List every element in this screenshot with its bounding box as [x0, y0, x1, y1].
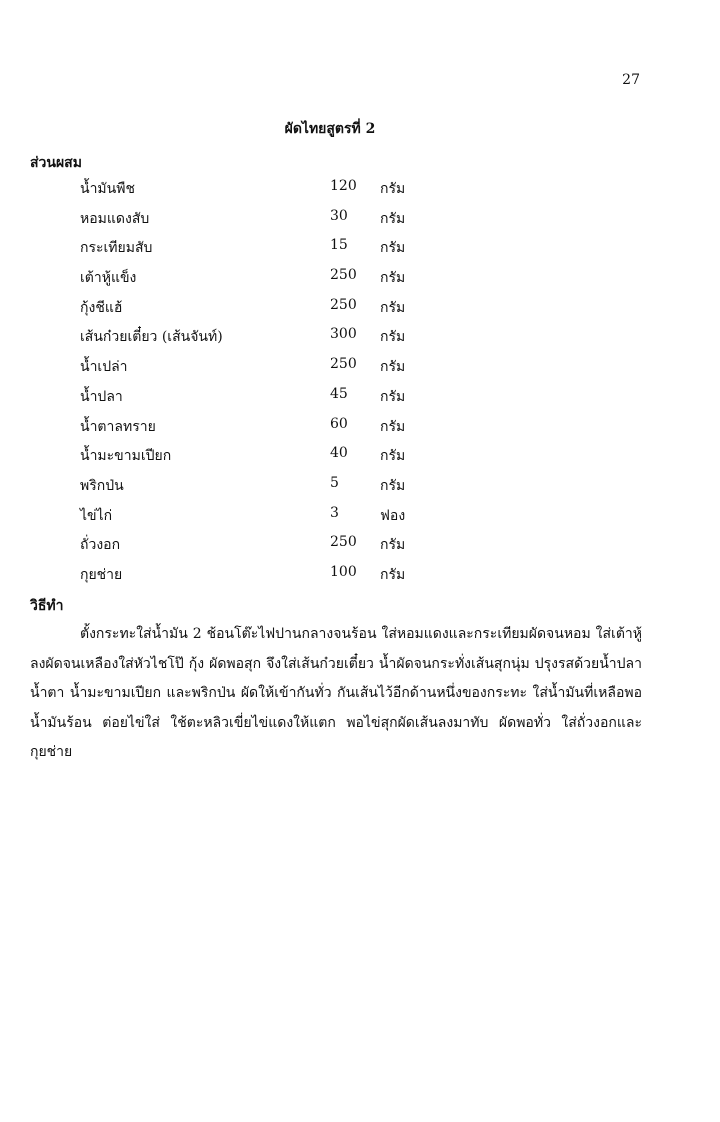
method-text: ตั้งกระทะใส่น้ำมัน 2 ช้อนโต๊ะไฟปานกลางจนร้อน ใส่หอมแดงและกระเทียมผัดจนหอม ใส่เต้าหู้ลงผัดจนเหลืองใส่หัวไชโป๊ กุ้ง ผัดพอสุก จึงใส่เส้นก๋วยเตี๋ยว น้ำผัดจนกระทั่งเส้นสุกนุ่ม ปรุงรสด้วยน้ำปลา น้ำตา น้ำมะขามเปียก และพริกป่น ผัดให้เข้ากันทั่ว กันเส้นไว้อีกด้านหนึ่งของกระทะ ใส่น้ำมันที่เหลือพอน้ำมันร้อน ต่อยไข่ใส่ ใช้ตะหลิวเขี่ยไข่แดงให้แตก พอไข่สุกผัดเส้นลงมาทับ ผัดพอทั่ว ใส่ถั่วงอกและกุยช่าย — [30, 626, 642, 760]
ingredient-unit: กรัม — [380, 537, 406, 554]
method-heading: วิธีทำ — [30, 598, 64, 614]
ingredient-quantity: 40 — [330, 445, 348, 462]
ingredient-row — [0, 208, 720, 238]
ingredient-row — [0, 267, 720, 297]
ingredient-quantity: 100 — [330, 563, 357, 580]
ingredient-row — [0, 297, 720, 327]
ingredient-quantity: 3 — [330, 504, 339, 521]
ingredient-unit: กรัม — [380, 181, 406, 197]
ingredient-unit: กรัม — [380, 359, 406, 376]
ingredient-row — [0, 178, 720, 208]
ingredient-unit: กรัม — [380, 240, 406, 257]
ingredient-name: ถั่วงอก — [80, 537, 121, 554]
ingredient-quantity: 300 — [330, 326, 357, 343]
ingredient-quantity: 45 — [330, 385, 348, 402]
ingredient-quantity: 250 — [330, 356, 357, 373]
ingredient-row — [0, 416, 720, 446]
ingredient-unit: กรัม — [380, 388, 406, 405]
ingredient-row — [0, 386, 720, 416]
ingredient-row — [0, 534, 720, 564]
ingredient-row — [0, 505, 720, 535]
ingredient-name: หอมแดงสับ — [80, 210, 150, 227]
ingredient-name: น้ำมะขามเปียก — [80, 448, 172, 465]
ingredient-name: พริกป่น — [80, 477, 124, 494]
ingredient-list — [0, 178, 720, 594]
ingredient-quantity: 15 — [330, 237, 348, 254]
ingredient-row — [0, 237, 720, 267]
ingredient-unit: กรัม — [380, 566, 406, 583]
ingredient-quantity: 250 — [330, 267, 357, 284]
ingredient-unit: กรัม — [380, 329, 406, 346]
ingredient-row — [0, 564, 720, 594]
ingredient-name: น้ำตาลทราย — [80, 418, 156, 435]
ingredient-row — [0, 475, 720, 505]
ingredient-name: เต้าหู้แข็ง — [80, 270, 137, 287]
ingredient-quantity: 5 — [330, 474, 339, 491]
ingredient-unit: กรัม — [380, 448, 406, 465]
ingredient-name: น้ำเปล่า — [80, 359, 128, 376]
ingredients-heading: ส่วนผสม — [30, 155, 82, 171]
page-number: 27 — [622, 72, 640, 88]
ingredient-row — [0, 445, 720, 475]
ingredient-name: ไข่ไก่ — [80, 507, 113, 524]
ingredient-quantity: 250 — [330, 296, 357, 313]
ingredient-name: น้ำปลา — [80, 388, 123, 405]
ingredient-row — [0, 356, 720, 386]
ingredient-name: กุยช่าย — [80, 566, 123, 583]
ingredient-unit: กรัม — [380, 270, 406, 287]
ingredient-quantity: 120 — [330, 178, 357, 194]
ingredient-row — [0, 326, 720, 356]
ingredient-quantity: 60 — [330, 415, 348, 432]
ingredient-name: กระเทียมสับ — [80, 240, 153, 257]
ingredient-unit: กรัม — [380, 418, 406, 435]
ingredient-quantity: 250 — [330, 534, 357, 551]
ingredient-unit: กรัม — [380, 299, 406, 316]
ingredient-unit: กรัม — [380, 477, 406, 494]
recipe-title: ผัดไทยสูตรที่ 2 — [284, 121, 376, 137]
ingredient-name: กุ้งชีแฮ้ — [80, 299, 123, 316]
ingredient-name: เส้นก๋วยเตี๋ยว (เส้นจันท์) — [80, 329, 223, 346]
ingredient-unit: ฟอง — [380, 507, 406, 524]
ingredient-quantity: 30 — [330, 207, 348, 224]
ingredient-name: น้ำมันพืช — [80, 181, 135, 197]
ingredient-unit: กรัม — [380, 210, 406, 227]
